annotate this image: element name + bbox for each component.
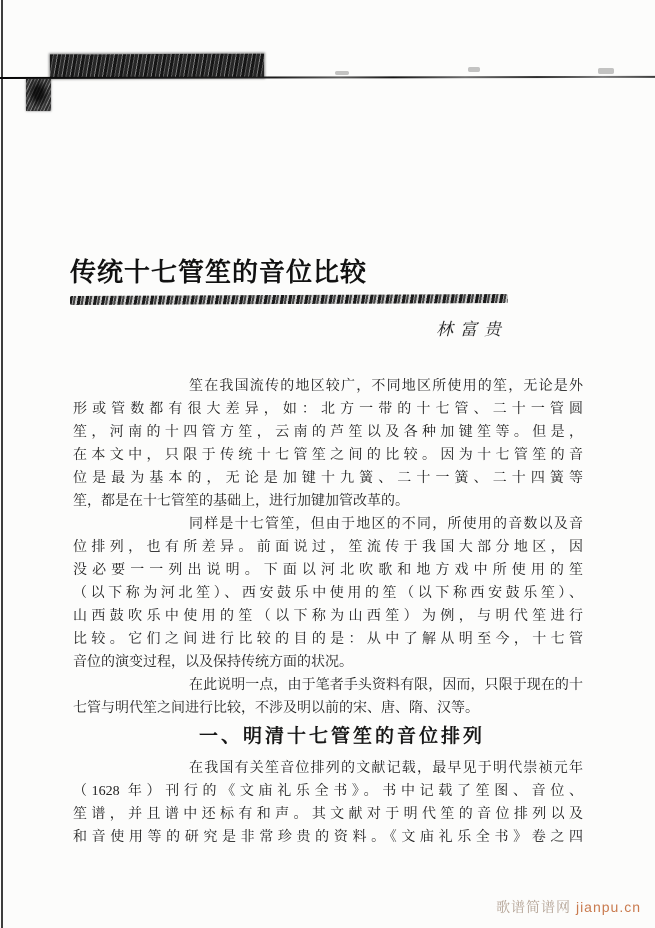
section-heading: 一、明清十七管笙的音位排列 [199, 726, 486, 747]
scan-speck [335, 71, 349, 75]
paragraph [73, 757, 583, 849]
scan-edge-line [1, 0, 3, 928]
text-line: 笙谱，并且谱中还标有和声。其文献对于明代笙的音位排列以及 [73, 807, 583, 822]
page-number-smudge [26, 79, 51, 111]
text-line: 七管与明代笙之间进行比较，不涉及明以前的宋、唐、隋、汉等。 [73, 701, 479, 716]
watermark-site-name: 歌谱简谱网 [496, 899, 572, 915]
text-line: 形或管数都有很大差异，如：北方一带的十七管、二十一管圆 [73, 402, 583, 417]
text-line: 笙，河南的十四管方笙，云南的芦笙以及各种加键笙等。但是， [73, 425, 583, 440]
text-line: （1628 年）刊行的《文庙礼乐全书》。书中记载了笙图、音位、 [73, 784, 583, 799]
title-decorative-band [70, 294, 508, 305]
text-line: 山西鼓吹乐中使用的笙（以下称为山西笙）为例，与明代笙进行 [73, 609, 583, 624]
paragraph [73, 674, 583, 720]
text-line: 在此说明一点，由于笔者手头资料有限，因而，只限于现在的十 [189, 678, 583, 693]
header-rule [0, 76, 655, 79]
text-line: 比较。它们之间进行比较的目的是：从中了解从明至今，十七管 [73, 632, 583, 647]
text-line: 没必要一一列出说明。下面以河北吹歌和地方戏中所使用的笙 [73, 563, 583, 578]
text-line: 同样是十七管笙，但由于地区的不同，所使用的音数以及音 [189, 517, 583, 532]
scan-speck [598, 68, 614, 74]
article-title: 传统十七管笙的音位比较 [70, 257, 368, 287]
text-line: 位排列，也有所差异。前面说过，笙流传于我国大部分地区，因 [73, 540, 583, 555]
intro-text-column [73, 375, 583, 720]
text-line: 和音使用等的研究是非常珍贵的资料。《文庙礼乐全书》卷之四 [73, 830, 583, 845]
text-line: 在我国有关笙音位排列的文献记载，最早见于明代崇祯元年 [189, 761, 583, 776]
text-line: 笙在我国流传的地区较广，不同地区所使用的笙，无论是外 [189, 379, 583, 394]
paragraph [73, 375, 583, 513]
header-smudge-band [50, 54, 264, 79]
text-line: 位是最为基本的，无论是加键十九簧、二十一簧、二十四簧等 [73, 471, 583, 486]
section-text-column [73, 757, 583, 849]
watermark-site-url: jianpu.cn [575, 899, 641, 915]
paragraph [73, 513, 583, 674]
text-line: 在本文中，只限于传统十七管笙之间的比较。因为十七管笙的音 [73, 448, 583, 463]
text-line: 笙，都是在十七管笙的基础上，进行加键加管改革的。 [73, 494, 409, 509]
text-line: （以下称为河北笙）、西安鼓乐中使用的笙（以下称西安鼓乐笙）、 [73, 586, 583, 601]
author-byline: 林富贵 [436, 320, 508, 339]
scan-speck [468, 67, 480, 72]
site-watermark [496, 897, 641, 917]
text-line: 音位的演变过程，以及保持传统方面的状况。 [73, 655, 353, 670]
